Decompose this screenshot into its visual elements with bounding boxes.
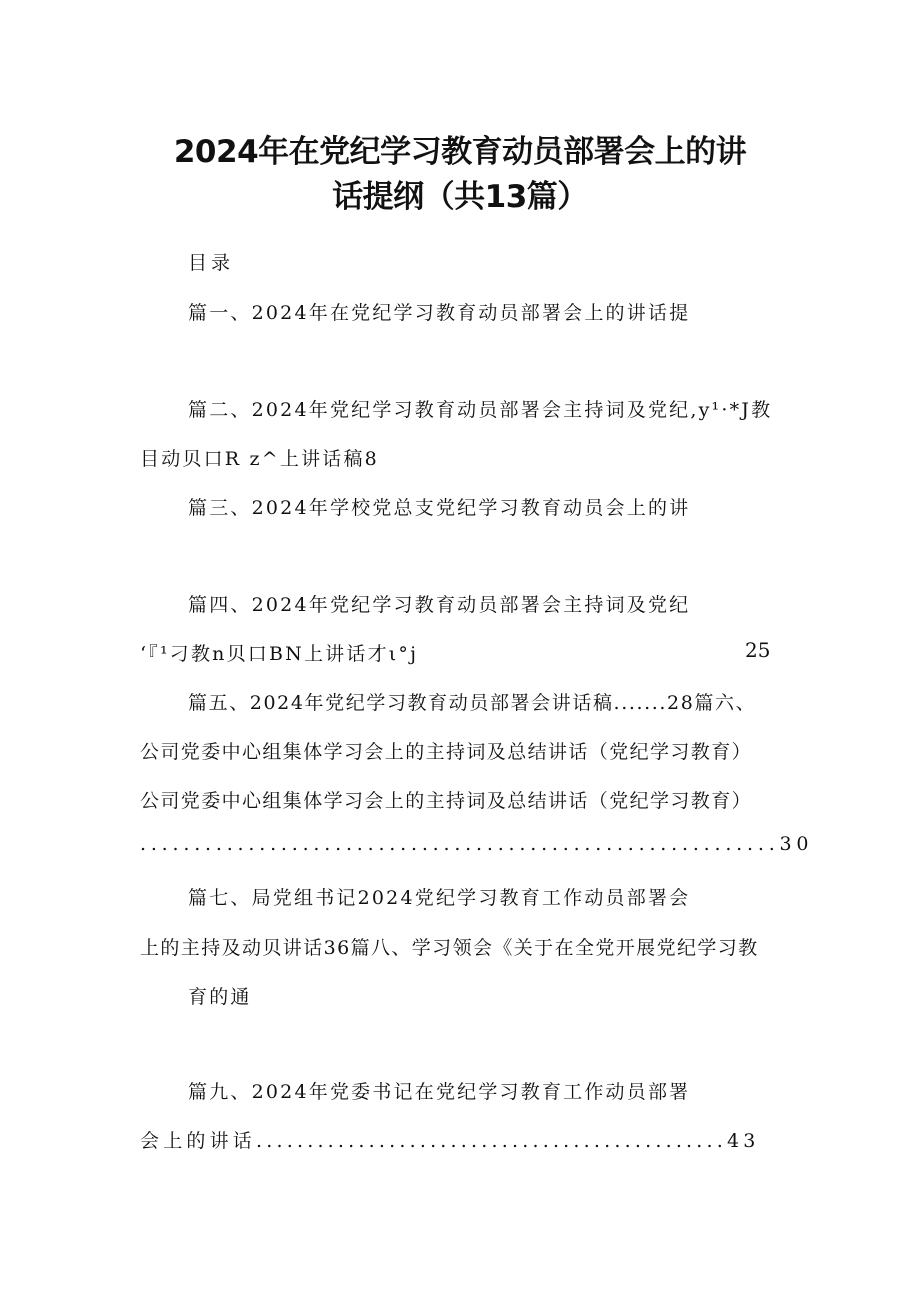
toc-entry-1: 篇一、2024年在党纪学习教育动员部署会上的讲话提	[188, 302, 691, 324]
toc-entry-9: 篇九、2024年党委书记在党纪学习教育工作动员部署	[188, 1081, 691, 1103]
toc-entry-9-cont: 会上的讲话..............................................43	[140, 1130, 760, 1152]
toc-entry-7: 篇七、局党组书记2024党纪学习教育工作动员部署会	[188, 887, 691, 909]
toc-entry-2: 篇二、2024年党纪学习教育动员部署会主持词及党纪,y¹·*J教	[188, 399, 773, 421]
toc-entry-3: 篇三、2024年学校党总支党纪学习教育动员会上的讲	[188, 497, 691, 519]
toc-entry-6: 公司党委中心组集体学习会上的主持词及总结讲话（党纪学习教育）	[140, 741, 753, 763]
toc-heading: 目录	[188, 252, 235, 274]
toc-entry-4-page: 25	[745, 638, 771, 662]
toc-entry-7-cont: 上的主持及动贝讲话36篇八、学习领会《关于在全党开展党纪学习教	[140, 937, 759, 959]
document-title-line-1: 2024年在党纪学习教育动员部署会上的讲	[173, 134, 747, 170]
toc-entry-6-leader: ...........................................................30	[140, 833, 814, 855]
toc-entry-8-cont: 育的通	[188, 986, 252, 1008]
toc-entry-4-cont: ‘『¹刁教n贝口BN上讲话才ι°j	[140, 643, 419, 665]
toc-entry-5: 篇五、2024年党纪学习教育动员部署会讲话稿.......28篇六、	[188, 692, 757, 714]
toc-entry-2-cont: 目动贝口R z^上讲话稿8	[140, 448, 379, 470]
toc-entry-4: 篇四、2024年党纪学习教育动员部署会主持词及党纪	[188, 594, 691, 616]
toc-entry-6-repeat: 公司党委中心组集体学习会上的主持词及总结讲话（党纪学习教育）	[140, 790, 753, 812]
document-title-line-2: 话提纲（共13篇）	[332, 179, 588, 215]
